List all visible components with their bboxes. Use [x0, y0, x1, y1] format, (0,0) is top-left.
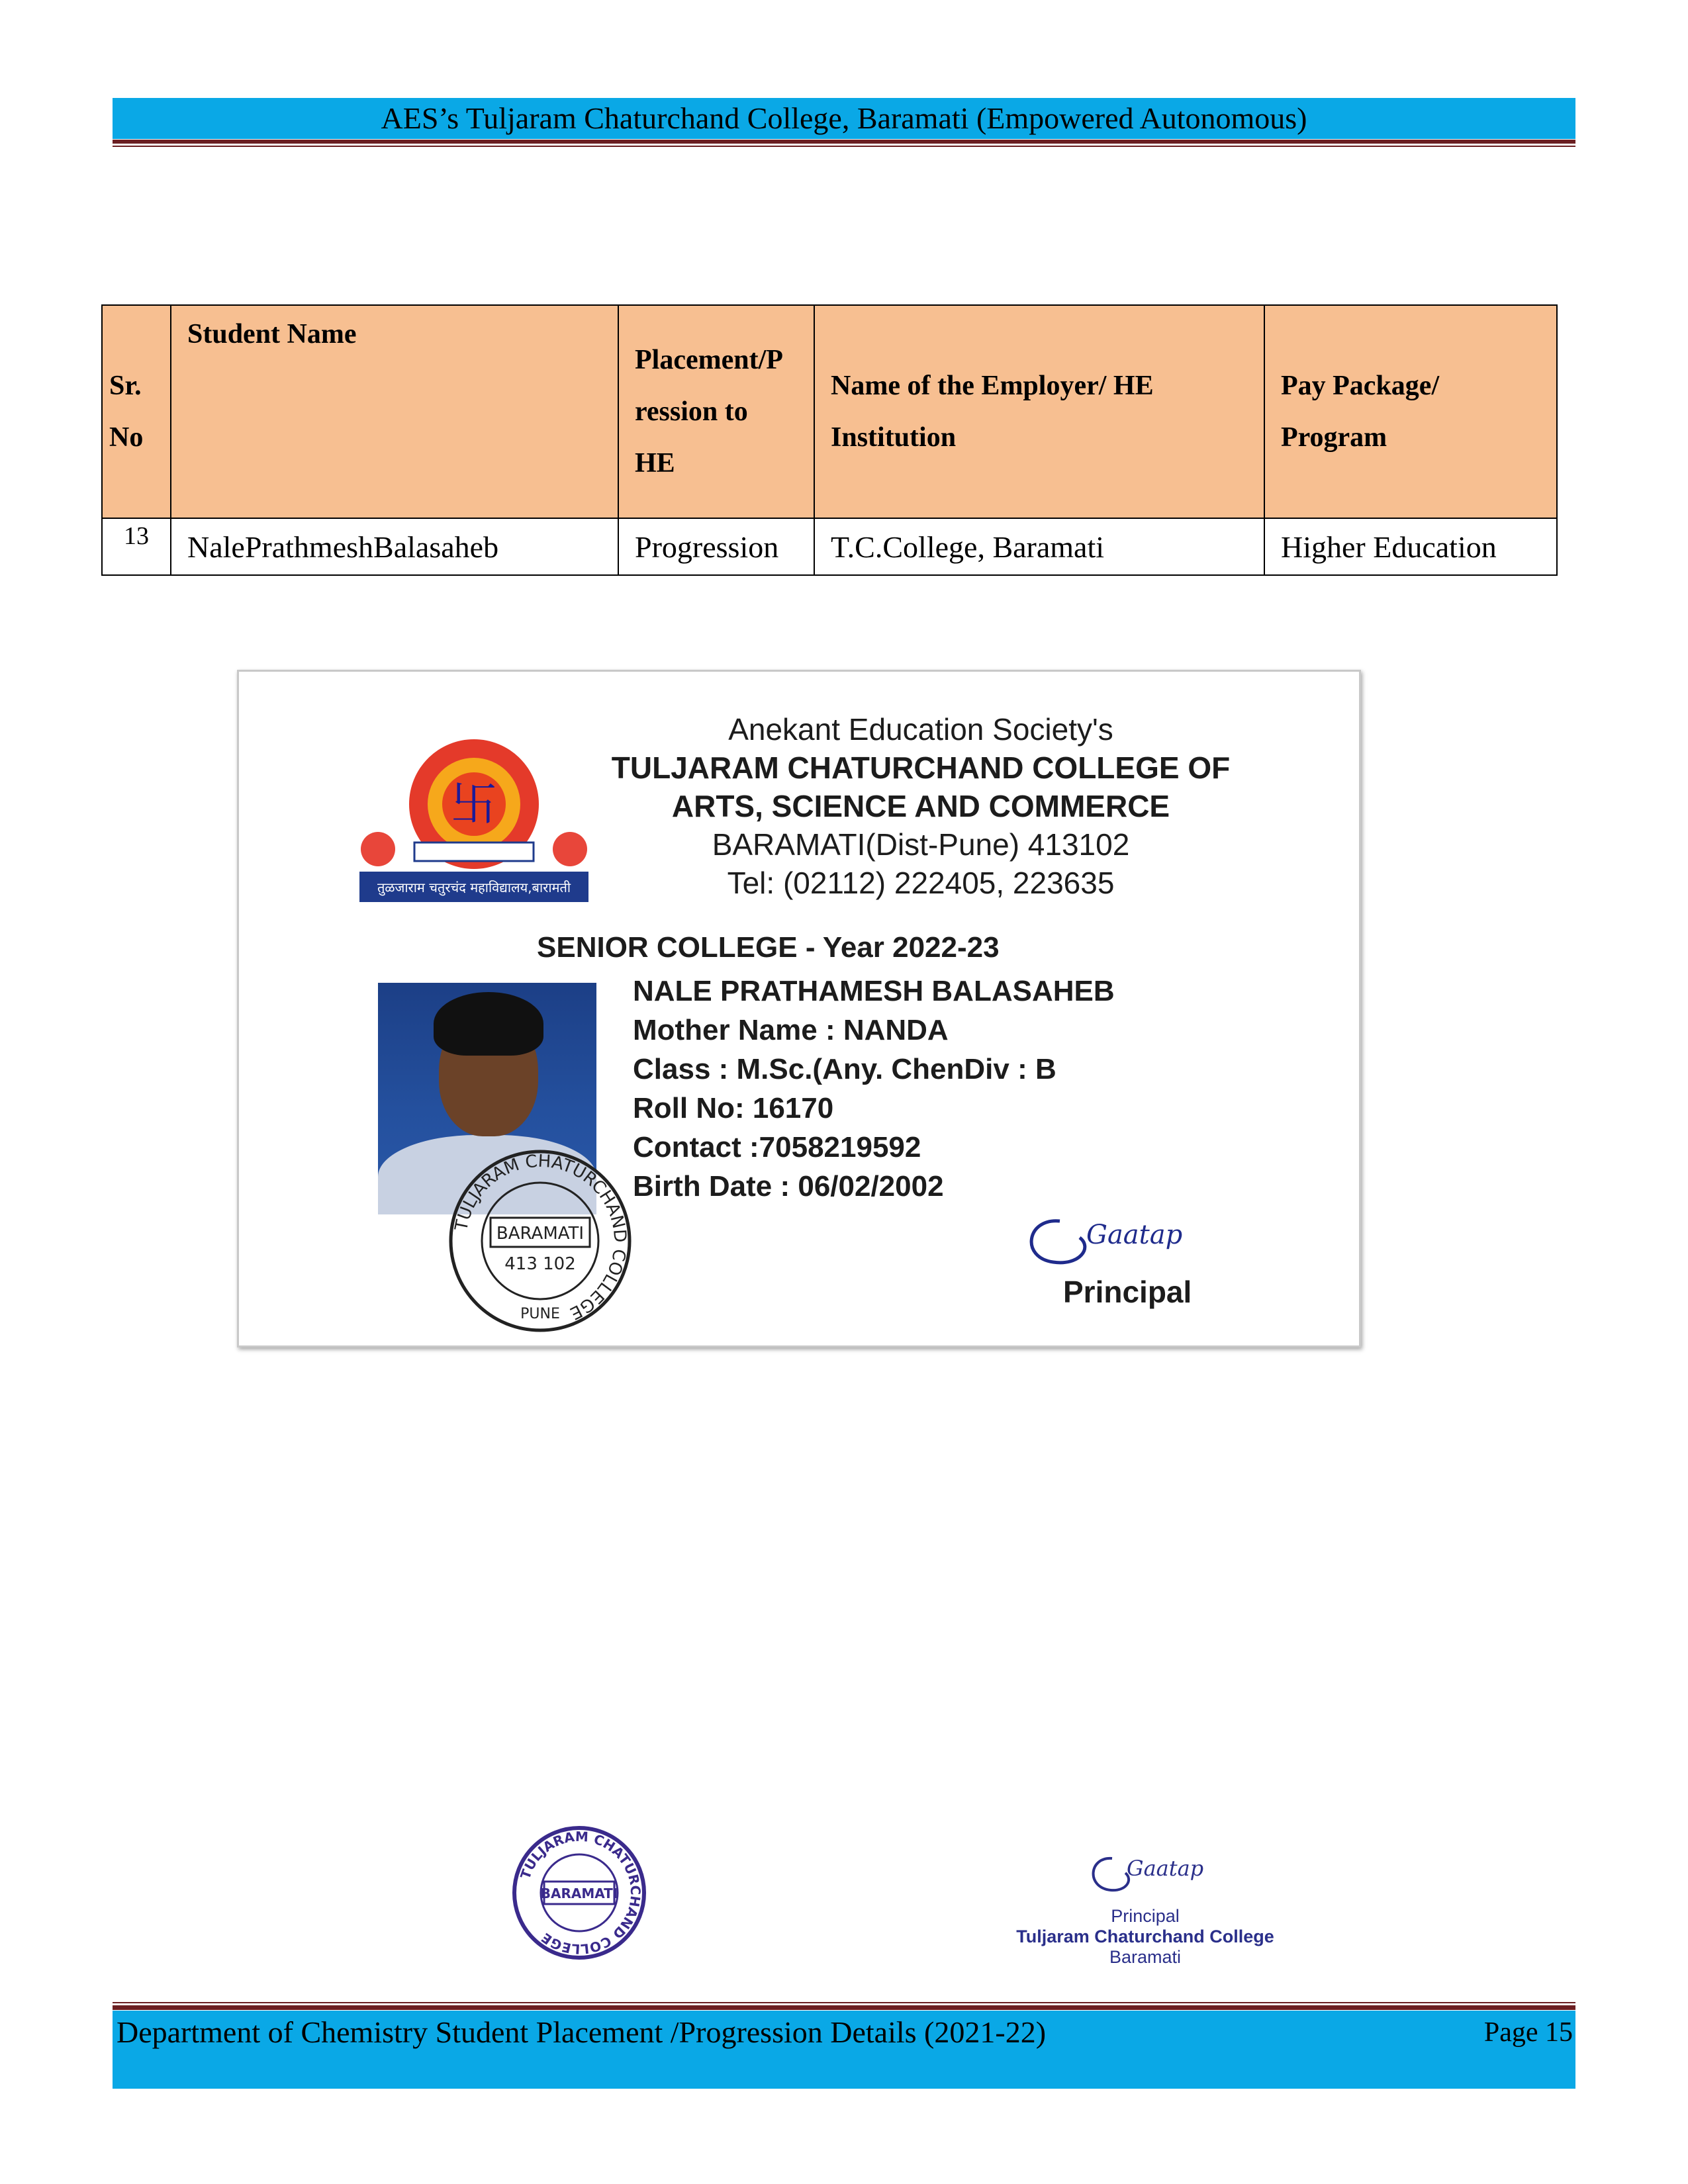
placement-table [101, 304, 1558, 576]
page-principal-block [1006, 1906, 1284, 1968]
cell-pay-package: Higher Education [1264, 518, 1557, 575]
card-roll-no: Roll No: 16170 [633, 1092, 834, 1124]
header-placement-line3: HE [635, 448, 675, 478]
page-principal-title: Principal [1111, 1906, 1180, 1926]
header-sr-line2: No [109, 422, 144, 453]
card-college-line1: TULJARAM CHATURCHAND COLLEGE OF [611, 751, 1231, 785]
footer-page-number: Page 15 [1483, 2017, 1573, 2048]
seal-pin: 413 102 [504, 1254, 576, 1274]
header-student-name [171, 305, 618, 518]
card-contact: Contact :7058219592 [633, 1131, 921, 1163]
header-employer [814, 305, 1264, 518]
card-college-line2: ARTS, SCIENCE AND COMMERCE [671, 789, 1170, 823]
footer-department: Department of Chemistry Student Placement /Progression Details (2021-22) [117, 2015, 1047, 2049]
logo-right-kalash-icon [553, 832, 587, 866]
card-college-seal [444, 1145, 636, 1337]
page-principal-college: Tuljaram Chaturchand College [1016, 1927, 1274, 1946]
swastik-icon: 卐 [451, 777, 497, 831]
card-mother-name: Mother Name : NANDA [633, 1014, 949, 1046]
header-placement-line2: ression to [635, 396, 748, 427]
header-pay-package [1264, 305, 1557, 518]
cell-student-name: NalePrathmeshBalasaheb [171, 518, 618, 575]
footer-rule-thick [113, 2005, 1575, 2010]
college-logo [352, 731, 596, 913]
card-society: Anekant Education Society's [728, 712, 1113, 747]
header-employer-line1: Name of the Employer/ HE [831, 371, 1154, 401]
header-placement [618, 305, 814, 518]
cell-sr: 13 [102, 518, 171, 575]
card-telephone: Tel: (02112) 222405, 223635 [727, 866, 1115, 900]
card-principal-signature [1013, 1201, 1239, 1281]
header-placement-line1: Placement/P [635, 345, 783, 375]
cell-employer: T.C.College, Baramati [814, 518, 1264, 575]
footer-rule-thin [113, 2002, 1575, 2003]
page-signature-text: Gaatap [1127, 1856, 1204, 1881]
header-sr-line1: Sr. [109, 371, 142, 401]
table-header-row [102, 305, 1557, 518]
table-row [102, 518, 1557, 575]
card-section-year: SENIOR COLLEGE - Year 2022-23 [537, 931, 1000, 964]
stamp-ring-text: TULJARAM CHATURCHAND COLLEGE [517, 1828, 644, 1958]
page-principal-city: Baramati [1109, 1947, 1182, 1967]
header-title: AES’s Tuljaram Chaturchand College, Baramati (Empowered Autonomous) [381, 101, 1307, 135]
card-address: BARAMATI(Dist-Pune) 413102 [712, 827, 1130, 862]
card-class: Class : M.Sc.(Any. ChenDiv : B [633, 1053, 1056, 1085]
seal-city: BARAMATI [496, 1224, 585, 1244]
signature-stroke [1031, 1221, 1085, 1263]
card-birth-date: Birth Date : 06/02/2002 [633, 1170, 944, 1203]
stamp-city: BARAMATI [540, 1886, 618, 1901]
header-rule-thin [113, 146, 1575, 147]
header-student-name-text: Student Name [187, 319, 357, 349]
logo-marathi-name: तुळजाराम चतुरचंद महाविद्यालय,बारामती [377, 880, 571, 895]
page-college-stamp [510, 1823, 649, 1962]
logo-left-kalash-icon [361, 832, 395, 866]
seal-ring-text: TULJARAM CHATURCHAND COLLEGE [451, 1151, 630, 1324]
signature-text: Gaatap [1086, 1220, 1183, 1250]
logo-ribbon [414, 842, 534, 861]
page-signature-stroke [1094, 1858, 1129, 1890]
student-id-card [237, 670, 1361, 1347]
seal-bottom: PUNE [520, 1306, 560, 1322]
cell-placement: Progression [618, 518, 814, 575]
card-principal-label: Principal [1063, 1275, 1192, 1309]
photo-hair [434, 992, 543, 1056]
card-student-name: NALE PRATHAMESH BALASAHEB [633, 975, 1115, 1007]
header-pay-line1: Pay Package/ [1281, 371, 1440, 401]
header-sr-no [102, 305, 171, 518]
header-rule-thick [113, 140, 1575, 144]
page-principal-signature [1086, 1846, 1218, 1899]
header-pay-line2: Program [1281, 422, 1387, 453]
header-employer-line2: Institution [831, 422, 957, 453]
